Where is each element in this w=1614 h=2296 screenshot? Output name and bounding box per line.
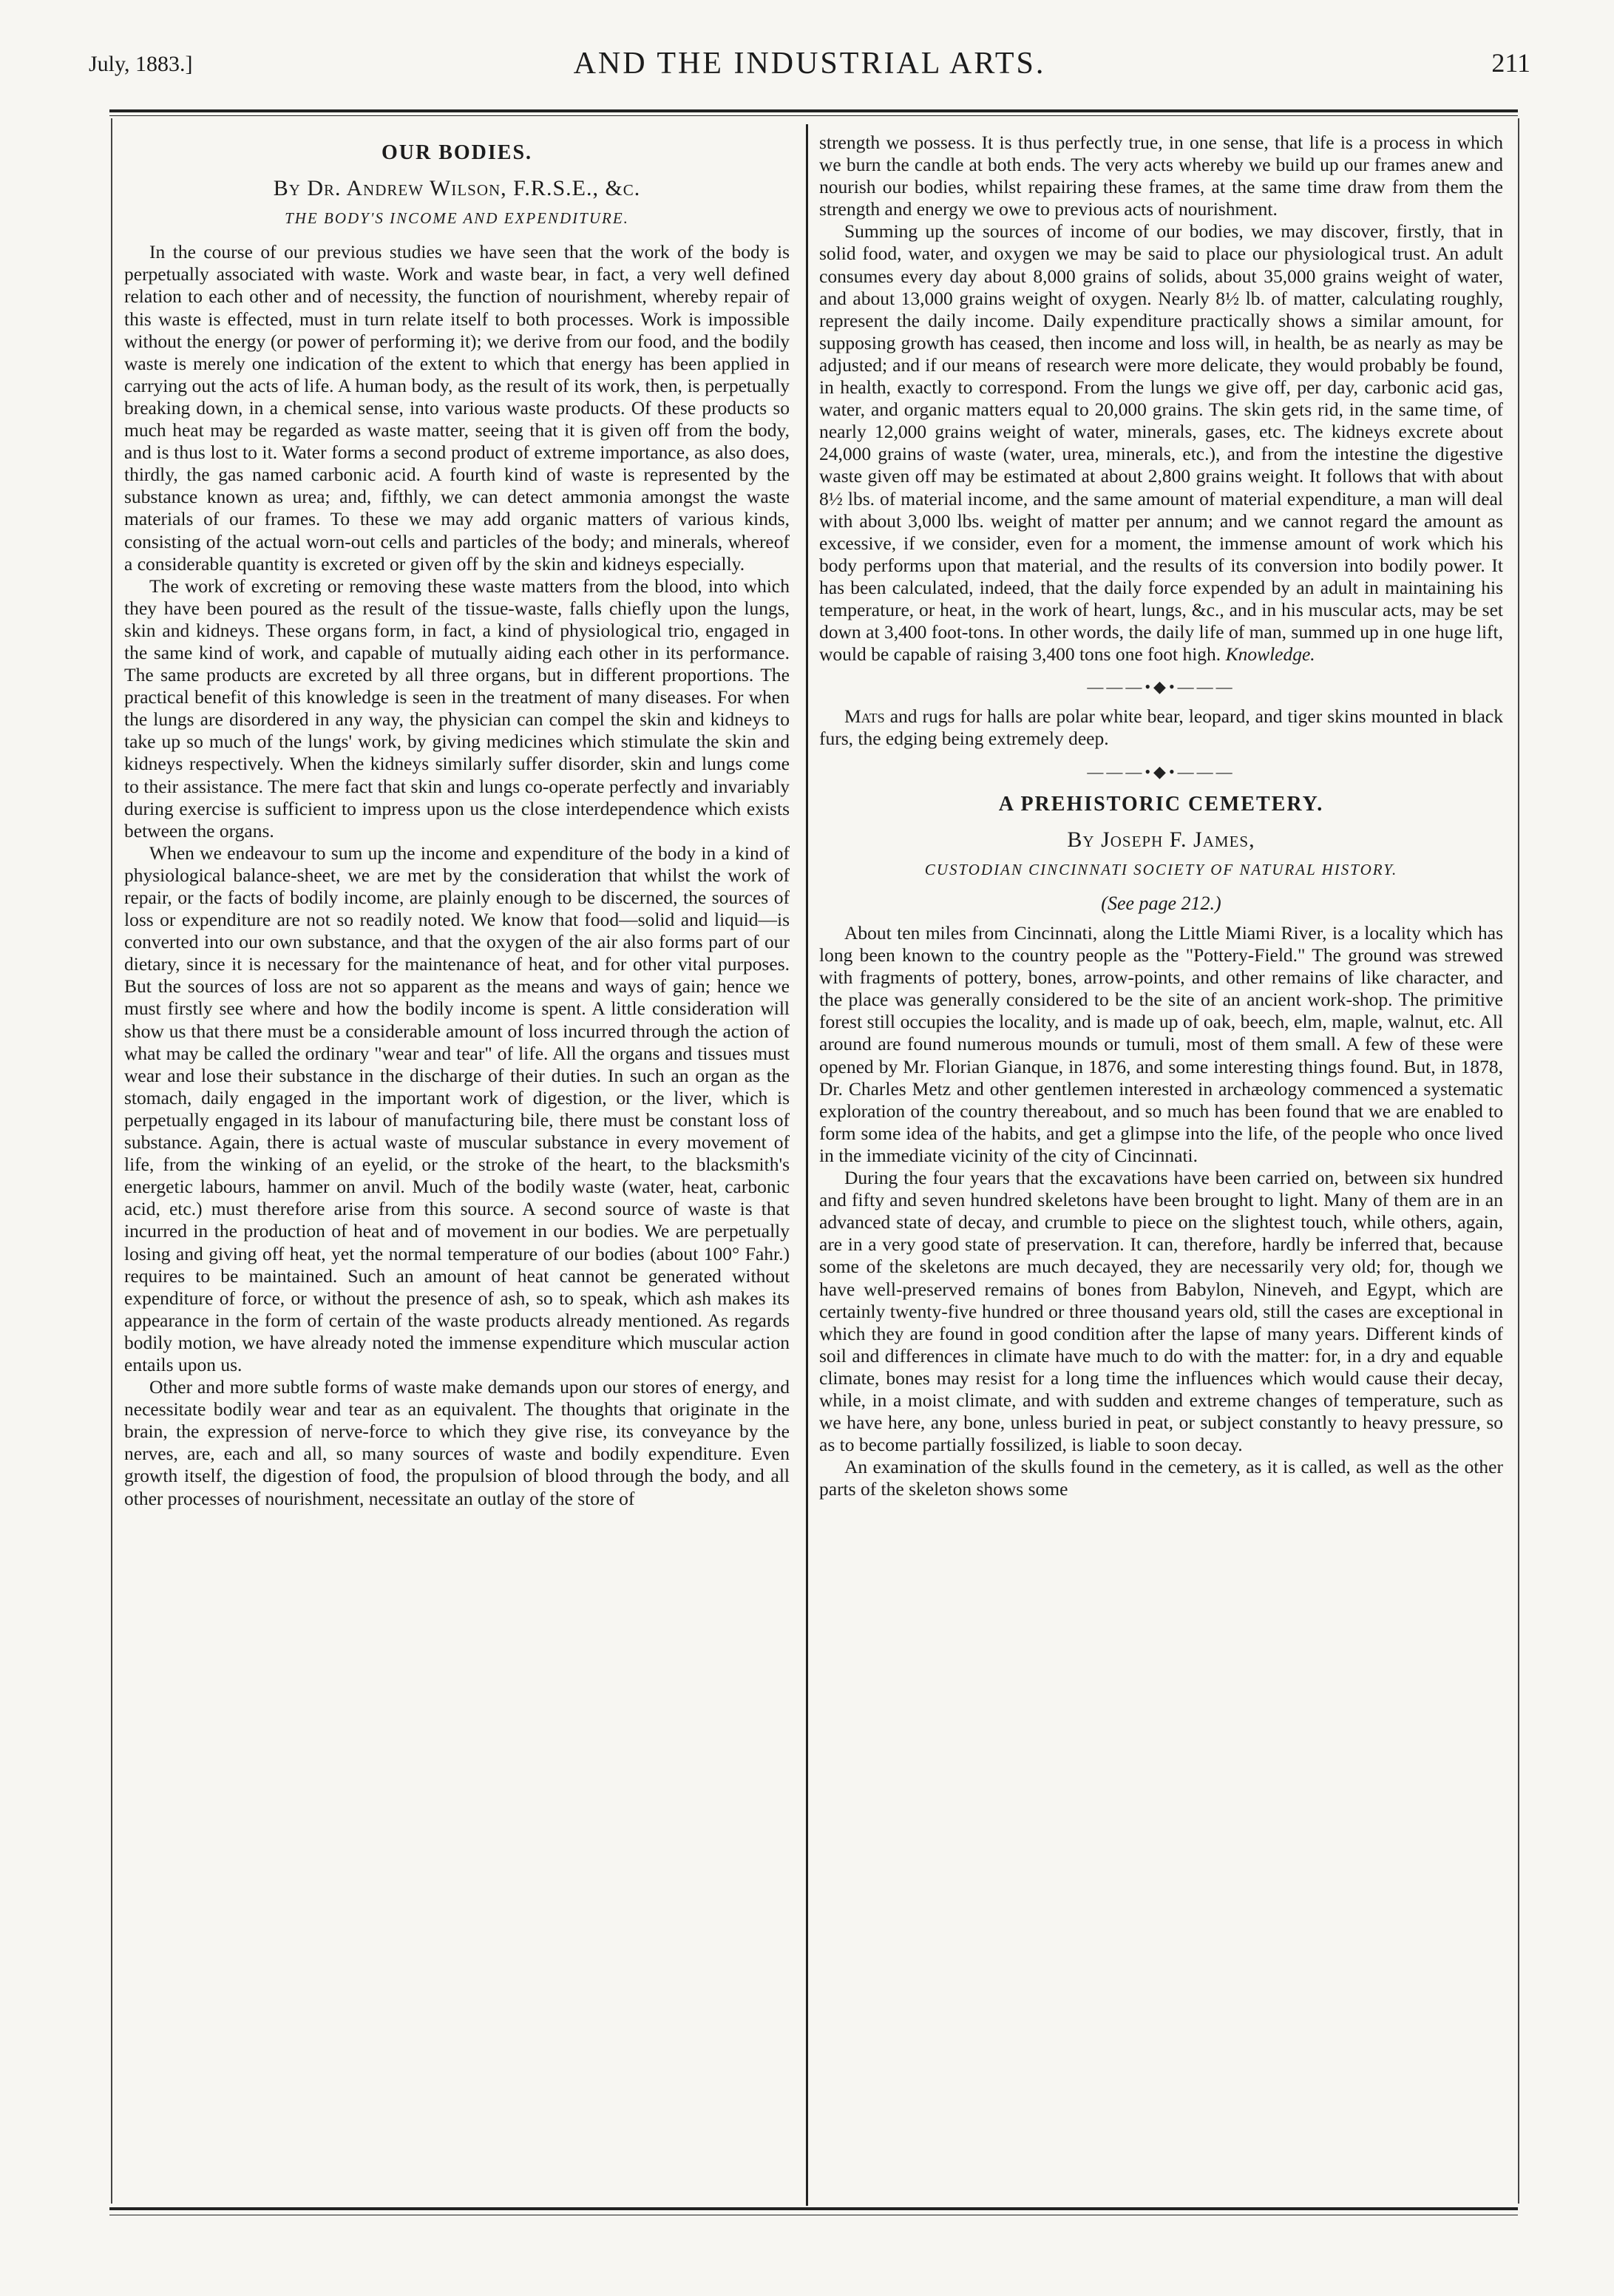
- journal-title: AND THE INDUSTRIAL ARTS.: [573, 47, 1046, 81]
- issue-date: July, 1883.]: [89, 52, 193, 76]
- right-border: [1518, 118, 1519, 2204]
- article-paragraph: Other and more subtle forms of waste make demands upon our stores of energy, and necessitate bodily wear and tear as an equivalent. The thoughts that originate in the brain, the expression of nerve-force to which they give rise, its conveyance by the nerves, are, each and all, so many sources of waste and bodily expenditure. Even growth itself, the digestion of food, the propulsion of blood through the body, and all other processes of nourishment, necessitate an outlay of the store of: [124, 1376, 790, 1509]
- article-title: A PREHISTORIC CEMETERY.: [998, 792, 1324, 816]
- article-subhead: THE BODY'S INCOME AND EXPENDITURE.: [285, 209, 629, 228]
- article-paragraph-continued: strength we possess. It is thus perfectly true, in one sense, that life is a process in which we burn the candle at both ends. The very acts whereby we build up our frames anew and nourish our bodies, whilst repairing these frames, at the same time draw from them the strength and energy we owe to previous acts of nourishment.: [819, 132, 1503, 220]
- article-subhead: CUSTODIAN CINCINNATI SOCIETY OF NATURAL HISTORY.: [924, 860, 1398, 878]
- right-column: [819, 132, 1503, 1500]
- article-signature: Knowledge.: [1225, 643, 1315, 666]
- short-note: [819, 705, 1503, 750]
- article-paragraph: In the course of our previous studies we have seen that the work of the body is perpetually associated with waste. Work and waste bear, in fact, a very well defined relation to each other and of necessity, the function of nourishment, whereby repair of this waste is effected, must in turn relate itself to both processes. Work is impossible without the energy (or power of performing it); we derive from our food, and the bodily waste is merely one indication of the extent to which that energy has been applied in carrying out the acts of life. A human body, as the result of its work, then, is perpetually breaking down, in a chemical sense, into various waste products. Of these products so much heat may be regarded as waste matter, seeing that it is given off from the body, and is thus lost to it. Water forms a second product of extreme importance, as also does, thirdly, the gas named carbonic acid. A fourth kind of waste is represented by the substance known as urea; and, fifthly, we can detect ammonia amongst the waste materials of our frames. To these we may add organic matters of various kinds, consisting of the actual worn-out cells and particles of the body; and minerals, whereof a considerable quantity is excreted or given off by the skin and kidneys especially.: [124, 241, 790, 575]
- note-lead: Mats: [844, 705, 885, 728]
- article-paragraph: [819, 220, 1503, 666]
- article-paragraph: The work of excreting or removing these waste matters from the blood, into which they have been poured as the result of the tissue-waste, falls chiefly upon the lungs, skin and kidneys. These organs form, in fact, a kind of physiological trio, engaged in the same kind of work, and capable of mutually aiding each other in its performance. The same products are excreted by all three organs, but in different proportions. The practical benefit of this knowledge is seen in the treatment of many diseases. For when the lungs are disordered in any way, the physician can compel the skin and kidneys to take up so much of the lungs' work, by giving medicines which stimulate the skin and kidneys respectively. When the kidneys similarly suffer disorder, skin and lungs come to their assistance. The mere fact that skin and lungs co-operate perfectly and invariably during exercise is sufficient to impress upon us the close interdependence which exists between the organs.: [124, 575, 790, 841]
- page-number: 211: [1491, 48, 1530, 78]
- section-ornament: ———•◆•———: [1087, 762, 1235, 781]
- bottom-rule: [109, 2207, 1518, 2210]
- column-divider: [806, 124, 808, 2206]
- left-border: [111, 118, 112, 2204]
- article-paragraph: During the four years that the excavations have been carried on, between six hundred and fifty and seven hundred skeletons have been brought to light. Many of them are in an advanced state of decay, and crumble to piece on the slightest touch, while others, again, are in a very good state of preservation. It can, therefore, hardly be inferred that, because some of the skeletons are much decayed, they are necessarily very old; for, though we have well-preserved remains of bones from Babylon, Nineveh, and Egypt, which are certainly twenty-five hundred or three thousand years old, still the cases are exceptional in which they are found in good condition after the lapse of many years. Different kinds of soil and differences in climate have much to do with the matter: for, in a dry and equable climate, bones may resist for a long time the influences which would cause their decay, while, in a moist climate, and with sudden and extreme changes of temperature, such as we have here, any bone, unless buried in peat, or subject constantly to heavy pressure, so as to become partially fossilized, is liable to soon decay.: [819, 1167, 1503, 1456]
- article-byline: By Joseph F. James,: [1067, 827, 1255, 852]
- note-text: and rugs for halls are polar white bear, leopard, and tiger skins mounted in black furs, the edging being extremely deep.: [819, 705, 1503, 750]
- see-page-reference: (See page 212.): [1101, 892, 1221, 914]
- article-title: OUR BODIES.: [381, 141, 533, 164]
- running-head: [89, 35, 1530, 80]
- article-byline: By Dr. Andrew Wilson, F.R.S.E., &c.: [273, 176, 641, 201]
- article-paragraph: When we endeavour to sum up the income and expenditure of the body in a kind of physiological balance-sheet, we are met by the consideration that whilst the work of repair, or the facts of bodily income, are plainly enough to be discerned, the sources of loss or expenditure are not so readily noted. We know that food—solid and liquid—is converted into our own substance, and that the oxygen of the air also forms part of our dietary, since it is necessary for the maintenance of heat, and for other vital purposes. But the sources of loss are not so apparent as the means and ways of gain; hence we must firstly see where and how the bodily income is spent. A little consideration will show us that there must be a considerable amount of loss incurred through the action of what may be called the ordinary "wear and tear" of life. All the organs and tissues must wear and lose their substance in the discharge of their duties. In such an organ as the stomach, daily engaged in the important work of digestion, or the liver, which is perpetually engaged in its labour of manufacturing bile, there must be constant loss of substance. Again, there is actual waste of muscular substance in every movement of life, from the winking of an eyelid, or the stroke of the heart, to the blacksmith's energetic labours, hammer on anvil. Much of the bodily waste (water, heat, carbonic acid, etc.) must therefore arise from this source. A second source of waste is that incurred in the production of heat and of movement in our bodies. We are perpetually losing and giving off heat, yet the normal temperature of our bodies (about 100° Fahr.) requires to be maintained. Such an amount of heat cannot be generated without expenditure of force, or without the presence of ash, so to speak, which ash makes its appearance in the form of certain of the waste products already mentioned. As regards bodily motion, we have already noted the immense expenditure which muscular action entails upon us.: [124, 841, 790, 1375]
- article-paragraph: About ten miles from Cincinnati, along the Little Miami River, is a locality which has long been known to the country people as the "Pottery-Field." The ground was strewed with fragments of pottery, bones, arrow-points, and other remains of like character, and the place was generally considered to be the site of an ancient work-shop. The primitive forest still occupies the locality, and is made up of oak, beech, elm, maple, walnut, etc. All around are found numerous mounds or tumuli, most of them small. A few of these were opened by Mr. Florian Gianque, in 1876, and some interesting things found. But, in 1878, Dr. Charles Metz and other gentlemen interested in archæology commenced a systematic exploration of the country thereabout, and so much has been found that we are enabled to form some idea of the habits, and get a glimpse into the life, of the people who once lived in the immediate vicinity of the city of Cincinnati.: [819, 922, 1503, 1166]
- top-rule-thin: [109, 115, 1518, 116]
- section-ornament: ———•◆•———: [1087, 677, 1235, 697]
- left-column: [124, 132, 790, 1510]
- top-rule: [109, 109, 1518, 112]
- article-paragraph-text: Summing up the sources of income of our bodies, we may discover, firstly, that in solid food, water, and oxygen we may be said to place our physiological trust. An adult consumes every day about 8,000 grains of solids, about 35,000 grains weight of water, and about 13,000 grains weight of oxygen. Nearly 8½ lb. of matter, calculating roughly, represent the daily income. Daily expenditure practically shows a similar amount, for supposing growth has ceased, then income and loss will, in health, be as nearly as may be adjusted; and if our means of research were more delicate, they would probably be found, in health, exactly to correspond. From the lungs we give off, per day, carbonic acid gas, water, and organic matters equal to 20,000 grains. The skin gets rid, in the same time, of nearly 12,000 grains weight of water, minerals, gases, etc. The kidneys excrete about 24,000 grains of waste (water, urea, minerals, etc.), and from the intestine the digestive waste given off may be estimated at about 2,800 grains weight. It follows that with about 8½ lbs. of material income, and the same amount of material expenditure, a man will deal with about 3,000 lbs. weight of matter per annum; and we cannot regard the amount as excessive, if we consider, even for a moment, the immense amount of work which his body performs upon that material, and the results of its conversion into bodily power. It has been calculated, indeed, that the daily force expended by an adult in maintaining his temperature, or heat, in the work of heart, lungs, &c., and in his muscular acts, may be set down at 3,400 foot-tons. In other words, the daily life of man, summed up in one huge lift, would be capable of raising 3,400 tons one foot high.: [819, 220, 1503, 666]
- article-paragraph: An examination of the skulls found in the cemetery, as it is called, as well as the other parts of the skeleton shows some: [819, 1456, 1503, 1500]
